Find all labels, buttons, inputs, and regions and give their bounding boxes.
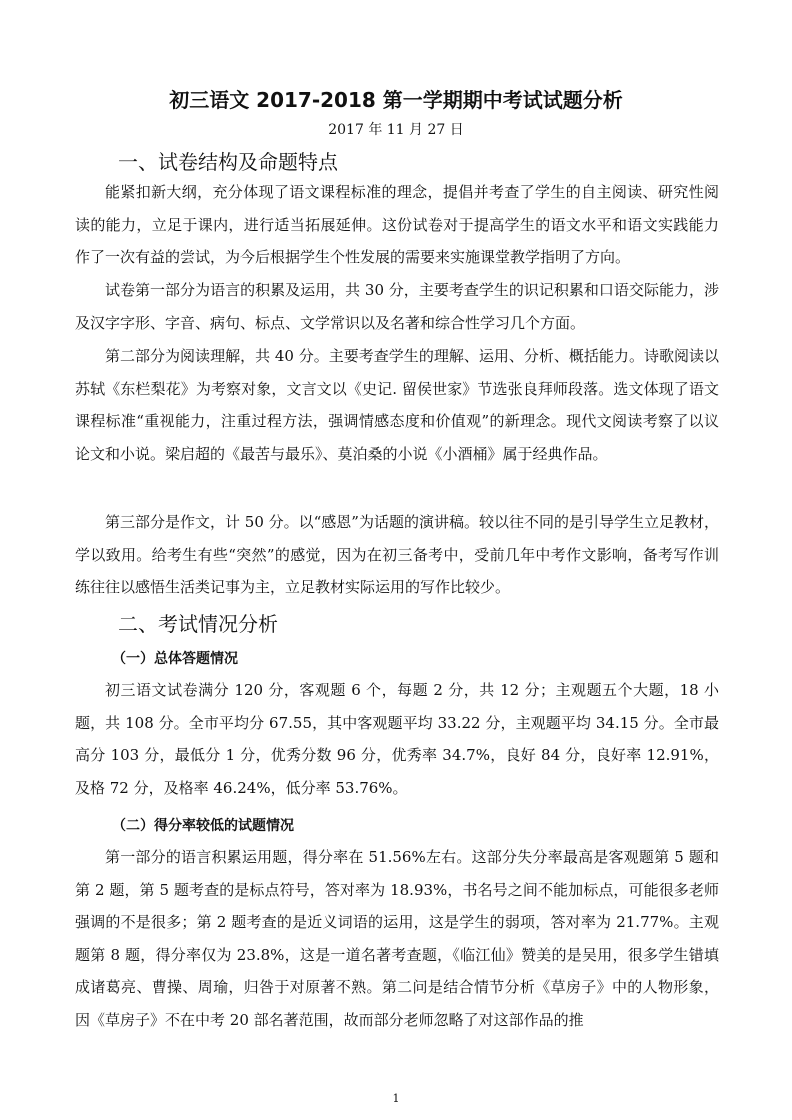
paragraph: 第一部分的语言积累运用题，得分率在 51.56%左右。这部分失分率最高是客观题第 5 题和第 2 题，第 5 题考查的是标点符号，答对率为 18.93%，书名号之间不能加标点，可能很多老师强调的不是很多；第 2 题考查的是近义词语的运用，这是学生的弱项，答对率为 21.77%。主观题第 8 题，得分率仅为 23.8%，这是一道名著考查题，《临江仙》赞美的是吴用，很多学生错填成诸葛亮、曹操、周瑜，归咎于对原著不熟。第二问是结合情节分析《草房子》中的人物形象，因《草房子》不在中考 20 部名著范围，故而部分老师忽略了对这部作品的推 <box>75 848 719 1029</box>
paragraph: 第二部分为阅读理解，共 40 分。主要考查学生的理解、运用、分析、概括能力。诗歌阅读以苏轼《东栏梨花》为考察对象，文言文以《史记. 留侯世家》节选张良拜师段落。选文体现了语文课程标准“重视能力，注重过程方法，强调情感态度和价值观”的新理念。现代文阅读考察了以议论文和小说。梁启超的《最苦与最乐》、莫泊桑的小说《小酒桶》属于经典作品。 <box>75 347 719 463</box>
section-heading-structure: 一、试卷结构及命题特点 <box>118 150 338 174</box>
subsection-heading-low-score: （二）得分率较低的试题情况 <box>112 818 294 834</box>
paragraph: 能紧扣新大纲，充分体现了语文课程标准的理念，提倡并考查了学生的自主阅读、研究性阅读的能力，立足于课内，进行适当拓展延伸。这份试卷对于提高学生的语文水平和语文实践能力作了一次有益的尝试，为今后根据学生个性发展的需要来实施课堂教学指明了方向。 <box>75 183 719 266</box>
document-title: 初三语文 2017-2018 第一学期期中考试试题分析 <box>169 88 623 112</box>
section-heading-analysis: 二、考试情况分析 <box>118 612 278 636</box>
paragraph: 初三语文试卷满分 120 分，客观题 6 个，每题 2 分，共 12 分；主观题五个大题，18 小题，共 108 分。全市平均分 67.55，其中客观题平均 33.22 分，主观题平均 34.15 分。全市最高分 103 分，最低分 1 分，优秀分数 96 分，优秀率 34.7%，良好 84 分，良好率 12.91%，及格 72 分，及格率 46.24%，低分率 53.76%。 <box>75 681 719 797</box>
page-number: 1 <box>392 1092 400 1105</box>
paragraph: 第三部分是作文，计 50 分。以“感恩”为话题的演讲稿。较以往不同的是引导学生立足教材，学以致用。给考生有些“突然”的感觉，因为在初三备考中，受前几年中考作文影响，备考写作训练往往以感悟生活类记事为主，立足教材实际运用的写作比较少。 <box>75 513 719 596</box>
document-date: 2017 年 11 月 27 日 <box>328 122 464 138</box>
paragraph: 试卷第一部分为语言的积累及运用，共 30 分，主要考查学生的识记积累和口语交际能力，涉及汉字字形、字音、病句、标点、文学常识以及名著和综合性学习几个方面。 <box>75 281 719 332</box>
subsection-heading-overall: （一）总体答题情况 <box>112 651 238 667</box>
